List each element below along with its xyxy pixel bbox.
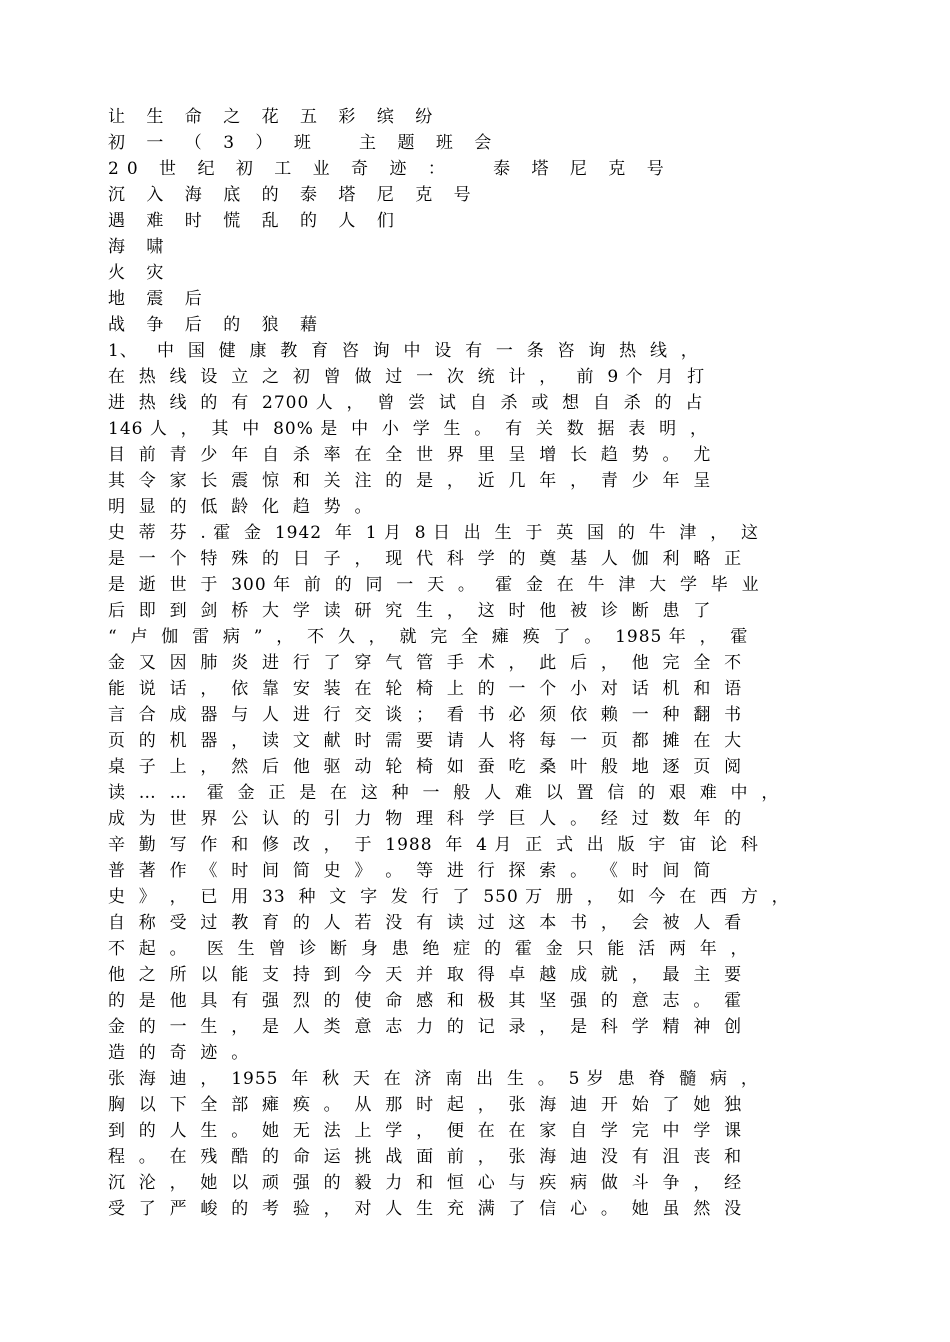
paragraph-line: 张 海 迪 ， 1955 年 秋 天 在 济 南 出 生 。 5 岁 患 脊 髓 病 ， — [108, 1069, 759, 1089]
paragraph-line: 桌 子 上 ， 然 后 他 驱 动 轮 椅 如 蚕 吃 桑 叶 般 地 逐 页 阅 — [108, 757, 743, 777]
paragraph-line: 史 》 ， 已 用 33 种 文 字 发 行 了 550 万 册 ， 如 今 在 西 方 ， — [108, 887, 790, 907]
paragraph-line: 史 蒂 芬 . 霍 金 1942 年 1 月 8 日 出 生 于 英 国 的 牛 津 ， 这 — [108, 523, 760, 543]
paragraph-line: 胸 以 下 全 部 瘫 痪 。 从 那 时 起 ， 张 海 迪 开 始 了 她 独 — [108, 1095, 743, 1115]
paragraph-hawking — [108, 520, 848, 1066]
paragraph-line: 不 起 。 医 生 曾 诊 断 身 患 绝 症 的 霍 金 只 能 活 两 年 ， — [108, 939, 749, 959]
title-line: 让 生 命 之 花 五 彩 缤 纷 — [108, 107, 441, 127]
paragraph-line: 成 为 世 界 公 认 的 引 力 物 理 科 学 巨 人 。 经 过 数 年 的 — [108, 809, 743, 829]
paragraph-line: 进 热 线 的 有 2700 人 ， 曾 尝 试 自 杀 或 想 自 杀 的 占 — [108, 393, 704, 413]
title-line: 海 啸 — [108, 237, 172, 257]
paragraph-line: 是 逝 世 于 300 年 前 的 同 一 天 。 霍 金 在 牛 津 大 学 毕 业 — [108, 575, 760, 595]
paragraph-line: 程 。 在 残 酷 的 命 运 挑 战 面 前 ， 张 海 迪 没 有 沮 丧 和 — [108, 1147, 743, 1167]
paragraph-line: 146 人 ， 其 中 80% 是 中 小 学 生 。 有 关 数 据 表 明 ， — [108, 419, 708, 439]
paragraph-line: 1、 中 国 健 康 教 育 咨 询 中 设 有 一 条 咨 询 热 线 ， — [108, 341, 699, 361]
paragraph-line: 造 的 奇 迹 。 — [108, 1043, 250, 1063]
title-line: 沉 入 海 底 的 泰 塔 尼 克 号 — [108, 185, 479, 205]
title-line: 地 震 后 — [108, 289, 210, 309]
paragraph-line: 能 说 话 ， 依 靠 安 装 在 轮 椅 上 的 一 个 小 对 话 机 和 语 — [108, 679, 743, 699]
paragraph-line: 是 一 个 特 殊 的 日 子 ， 现 代 科 学 的 奠 基 人 伽 利 略 正 — [108, 549, 743, 569]
title-list — [108, 104, 848, 338]
paragraph-line: 在 热 线 设 立 之 初 曾 做 过 一 次 统 计 ， 前 9 个 月 打 — [108, 367, 706, 387]
paragraph-line: 辛 勤 写 作 和 修 改 ， 于 1988 年 4 月 正 式 出 版 宇 宙 论 科 — [108, 835, 759, 855]
paragraph-line: 自 称 受 过 教 育 的 人 若 没 有 读 过 这 本 书 ， 会 被 人 看 — [108, 913, 743, 933]
paragraph-line: “ 卢 伽 雷 病 ” ， 不 久 ， 就 完 全 瘫 痪 了 。 1985 年 ， 霍 — [108, 627, 749, 647]
paragraph-line: 金 的 一 生 ， 是 人 类 意 志 力 的 记 录 ， 是 科 学 精 神 创 — [108, 1017, 743, 1037]
title-line: 20 世 纪 初 工 业 奇 迹 ： 泰 塔 尼 克 号 — [108, 159, 672, 179]
paragraph-line: 普 著 作 《 时 间 简 史 》 。 等 进 行 探 索 。 《 时 间 简 — [108, 861, 712, 881]
paragraph-line: 目 前 青 少 年 自 杀 率 在 全 世 界 里 呈 增 长 趋 势 。 尤 — [108, 445, 712, 465]
paragraph-line: 金 又 因 肺 炎 进 行 了 穿 气 管 手 术 ， 此 后 ， 他 完 全 不 — [108, 653, 743, 673]
paragraph-zhang-haidi — [108, 1066, 848, 1222]
paragraph-line: 他 之 所 以 能 支 持 到 今 天 并 取 得 卓 越 成 就 ， 最 主 要 — [108, 965, 743, 985]
document-body — [108, 104, 848, 1222]
paragraph-line: 页 的 机 器 ， 读 文 献 时 需 要 请 人 将 每 一 页 都 摊 在 大 — [108, 731, 743, 751]
paragraph-line: 言 合 成 器 与 人 进 行 交 谈 ； 看 书 必 须 依 赖 一 种 翻 书 — [108, 705, 743, 725]
paragraph-line: 沉 沦 ， 她 以 顽 强 的 毅 力 和 恒 心 与 疾 病 做 斗 争 ， 经 — [108, 1173, 743, 1193]
paragraph-line: 到 的 人 生 。 她 无 法 上 学 ， 便 在 在 家 自 学 完 中 学 课 — [108, 1121, 743, 1141]
paragraph-line: 受 了 严 峻 的 考 验 ， 对 人 生 充 满 了 信 心 。 她 虽 然 没 — [108, 1199, 743, 1219]
paragraph-youth-suicide — [108, 338, 848, 520]
paragraph-line: 其 令 家 长 震 惊 和 关 注 的 是 ， 近 几 年 ， 青 少 年 呈 — [108, 471, 712, 491]
title-line: 遇 难 时 慌 乱 的 人 们 — [108, 211, 402, 231]
paragraph-line: 明 显 的 低 龄 化 趋 势 。 — [108, 497, 373, 517]
title-line: 初 一 （ 3 ） 班 主 题 班 会 — [108, 133, 500, 153]
title-line: 战 争 后 的 狼 藉 — [108, 315, 326, 335]
paragraph-line: 的 是 他 具 有 强 烈 的 使 命 感 和 极 其 坚 强 的 意 志 。 霍 — [108, 991, 743, 1011]
title-line: 火 灾 — [108, 263, 172, 283]
paragraph-line: 读 … … 霍 金 正 是 在 这 种 一 般 人 难 以 置 信 的 艰 难 中 ， — [108, 783, 780, 803]
paragraph-line: 后 即 到 剑 桥 大 学 读 研 究 生 ， 这 时 他 被 诊 断 患 了 — [108, 601, 712, 621]
